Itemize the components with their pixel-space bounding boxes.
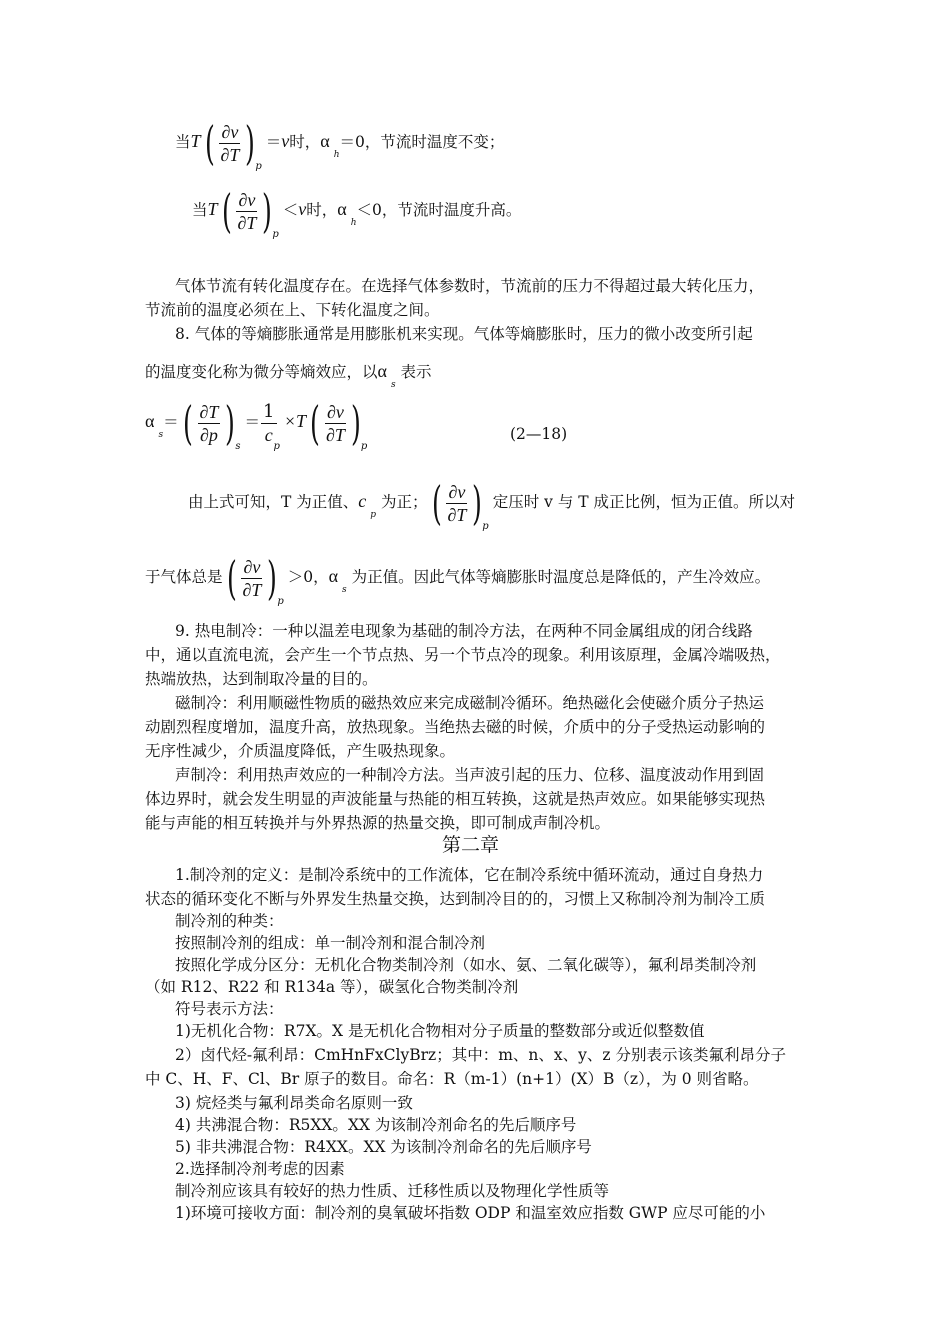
paragraph-line: 2）卤代烃-氟利昂：CmHnFxClyBrz；其中：m、n、x、y、z 分别表示该类氟利昂分子 <box>175 1046 786 1064</box>
formula-explanation: 由上式可知，T 为正值、$c_p$ 为正；( $\frac{\partial v}{\partial T}$ )$_p$定压时 v 与 T 成正比例，恒为正值。所以对 <box>188 476 796 532</box>
paragraph-line: 中，通以直流电流，会产生一个节点热、另一个节点冷的现象。利用该原理，金属冷端吸热， <box>145 646 781 664</box>
formula-conclusion: 于气体总是( $\frac{\partial v}{\partial T}$ )$_p>0$，$\alpha_s$ 为正值。因此气体等熵膨胀时温度总是降低的，产生冷效应。 <box>145 551 771 607</box>
paragraph-line: 的温度变化称为微分等熵效应，以$\alpha_s$ 表示 <box>145 361 432 390</box>
paragraph-line: 1)无机化合物：R7X。X 是无机化合物相对分子质量的整数部分或近似整数值 <box>175 1022 705 1040</box>
paragraph-line: 状态的循环变化不断与外界发生热量交换，达到制冷目的的，习惯上又称制冷剂为制冷工质 <box>145 890 766 908</box>
equation-number: (2—18) <box>510 425 568 443</box>
paragraph-line: 9. 热电制冷：一种以温差电现象为基础的制冷方法，在两种不同金属组成的闭合线路 <box>175 622 753 640</box>
paragraph-line: 气体节流有转化温度存在。在选择气体参数时，节流前的压力不得超过最大转化压力， <box>175 277 765 295</box>
paragraph-line: 5) 非共沸混合物：R4XX。XX 为该制冷剂命名的先后顺序号 <box>175 1138 592 1156</box>
paragraph-line: 1)环境可接收方面：制冷剂的臭氧破坏指数 ODP 和温室效应指数 GWP 应尽可能的小 <box>175 1204 766 1222</box>
paragraph-line: 无序性减少，介质温度降低，产生吸热现象。 <box>145 742 456 760</box>
paragraph-line: （如 R12、R22 和 R134a 等），碳氢化合物类制冷剂 <box>145 978 519 996</box>
paragraph-line: 4) 共沸混合物：R5XX。XX 为该制冷剂命名的先后顺序号 <box>175 1116 577 1134</box>
paragraph-line: 符号表示方法： <box>175 1000 284 1018</box>
paragraph-line: 热端放热，达到制取冷量的目的。 <box>145 670 378 688</box>
paragraph-line: 体边界时，就会发生明显的声波能量与热能的相互转换，这就是热声效应。如果能够实现热 <box>145 790 766 808</box>
chapter-heading: 第二章 <box>442 834 500 856</box>
paragraph-line: 2.选择制冷剂考虑的因素 <box>175 1160 345 1178</box>
paragraph-line: 按照制冷剂的组成：单一制冷剂和混合制冷剂 <box>175 934 486 952</box>
formula-throttle-equal: 当T( $\frac{\partial v}{\partial T}$ )$_p=v$时，$\alpha_h=0$，节流时温度不变； <box>175 116 505 172</box>
paragraph-line: 磁制冷：利用顺磁性物质的磁热效应来完成磁制冷循环。绝热磁化会使磁介质分子热运 <box>175 694 765 712</box>
paragraph-line: 声制冷：利用热声效应的一种制冷方法。当声波引起的压力、位移、温度波动作用到固 <box>175 766 765 784</box>
paragraph-line: 动剧烈程度增加，温度升高，放热现象。当绝热去磁的时候，介质中的分子受热运动影响的 <box>145 718 766 736</box>
paragraph-line: 中 C、H、F、Cl、Br 原子的数目。命名：R（m-1）(n+1）(X）B（z），为 0 则省略。 <box>145 1070 759 1088</box>
paragraph-line: 制冷剂应该具有较好的热力性质、迁移性质以及物理化学性质等 <box>175 1182 610 1200</box>
formula-isentropic-effect: $\alpha_s=$( $\frac{\partial T}{\partial p}$ )$_s=$ $\frac{1}{c}$ $_p$×T( $\frac{\partial v}{\partial T}$ )$_p$ <box>145 396 368 452</box>
paragraph-line: 能与声能的相互转换并与外界热源的热量交换，即可制成声制冷机。 <box>145 814 611 832</box>
formula-throttle-less: 当T( $\frac{\partial v}{\partial T}$ )$_p<v$时，$\alpha_h<0$，节流时温度升高。 <box>192 184 522 240</box>
paragraph-line: 节流前的温度必须在上、下转化温度之间。 <box>145 301 440 319</box>
paragraph-line: 3) 烷烃类与氟利昂类命名原则一致 <box>175 1094 413 1112</box>
paragraph-line: 1.制冷剂的定义：是制冷系统中的工作流体，它在制冷系统中循环流动，通过自身热力 <box>175 866 764 884</box>
paragraph-line: 按照化学成分区分：无机化合物类制冷剂（如水、氨、二氧化碳等），氟利昂类制冷剂 <box>175 956 757 974</box>
paragraph-line: 8. 气体的等熵膨胀通常是用膨胀机来实现。气体等熵膨胀时，压力的微小改变所引起 <box>175 325 753 343</box>
paragraph-line: 制冷剂的种类： <box>175 912 284 930</box>
